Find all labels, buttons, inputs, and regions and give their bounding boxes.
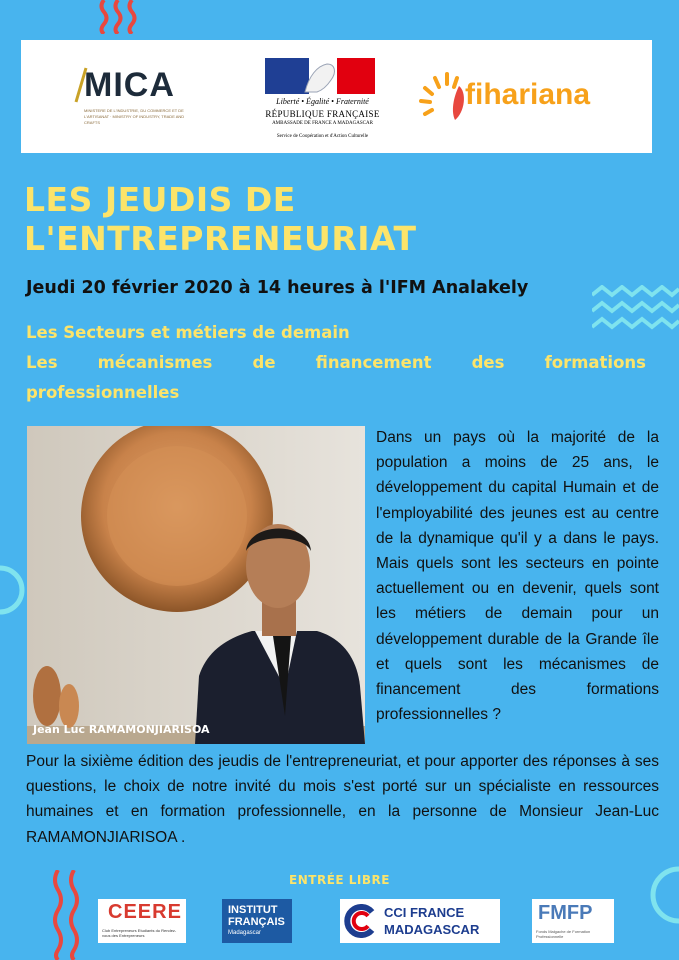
institut-line-3: Madagascar: [228, 930, 262, 936]
event-date: Jeudi 20 février 2020 à 14 heures à l'IFM Analakely: [26, 278, 529, 298]
institut-francais-logo: [222, 899, 292, 943]
cyan-circle-decoration: [640, 860, 679, 930]
fihariana-logo: [417, 68, 617, 128]
event-themes: [26, 318, 646, 408]
sun-rays-logo: [417, 68, 469, 128]
free-entry-label: ENTRÉE LIBRE: [289, 873, 390, 887]
theme-line-1: Les Secteurs et métiers de demain: [26, 323, 350, 342]
cci-france-logo: [340, 899, 500, 943]
mica-subtitle: MINISTERE DE L'INDUSTRIE, DU COMMERCE ET DE L'ARTISANAT · MINISTRY OF INDUSTRY, TRADE AND CRAFTS: [84, 108, 185, 125]
republique-motto: Liberté • Égalité • Fraternité: [276, 97, 369, 106]
body-paragraph: Pour la sixième édition des jeudis de l'entrepreneuriat, et pour apporter des réponses à ses questions, le choix de notre invité du mois s'est porté sur un spécialiste en ressources humaines et en formation professionnelle, en la personne de Monsieur Jean-Luc RAMAMONJIARISOA .: [26, 753, 659, 846]
intro-paragraph: Dans un pays où la majorité de la population a moins de 25 ans, le développement du capital Humain et de l'employabilité des jeunes est au centre de la dynamique qu'il y a dans le pays. Mais quels sont les secteurs en pointe actuellement ou en devenir, quels sont les métiers de demain pour un développement durable de la Grande île et quels sont les mécanismes de financement des formations professionnelles ?: [376, 429, 659, 724]
embassy-name: AMBASSADE DE FRANCE A MADAGASCAR: [272, 121, 373, 126]
ceere-name: CEERE: [108, 901, 182, 923]
institut-line-2: FRANÇAIS: [228, 916, 285, 928]
cci-line-1: CCI FRANCE: [384, 905, 465, 920]
fmfp-name: FMFP: [538, 902, 593, 924]
institut-line-1: INSTITUT: [228, 904, 278, 916]
fihariana-name: fihariana: [465, 78, 591, 111]
cyan-circle-decoration: [0, 560, 26, 620]
speaker-image: [27, 426, 365, 744]
ceere-subtitle: Club Entrepreneurs Etudiants du Rendez-vous des Entrepreneurs: [102, 928, 177, 938]
mica-logo: [62, 64, 202, 134]
service-name: Service de Coopération et d'Action Culturelle: [276, 134, 369, 139]
marianne-logo: [265, 58, 375, 94]
theme-line-3: professionnelles: [26, 383, 180, 402]
fmfp-logo: [532, 899, 614, 943]
cci-c-logo: [344, 904, 378, 938]
title-line-2: L'ENTREPRENEURIAT: [24, 219, 417, 258]
ceere-logo: [98, 899, 186, 943]
mica-name: MICA: [84, 66, 175, 104]
theme-line-2: Les mécanismes de financement des formations: [26, 353, 646, 372]
title-line-1: LES JEUDIS DE: [24, 180, 296, 219]
red-wave-decoration: [98, 0, 144, 34]
speaker-caption: Jean Luc RAMAMONJIARISOA: [33, 723, 210, 736]
event-title: [24, 180, 544, 258]
fmfp-subtitle: Fonds Malgache de Formation Professionnelle: [536, 929, 591, 939]
cci-line-2: MADAGASCAR: [384, 922, 480, 937]
republique-francaise-logo: [265, 58, 380, 148]
speaker-photo: [27, 426, 365, 744]
republique-name: RÉPUBLIQUE FRANÇAISE: [265, 109, 380, 119]
